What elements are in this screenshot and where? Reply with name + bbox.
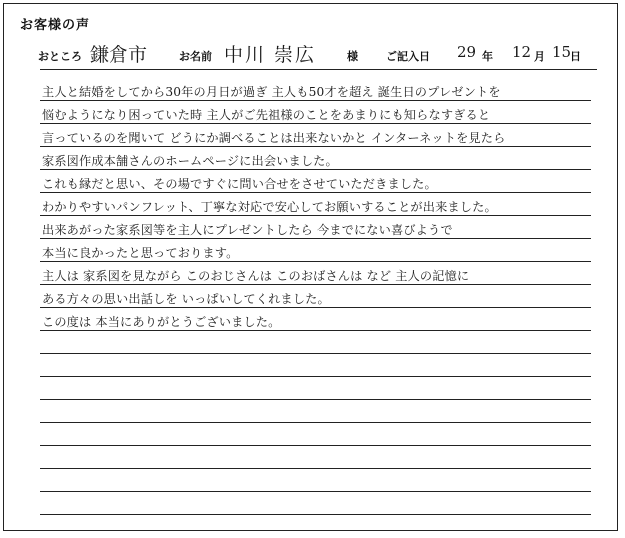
day-unit: 日 <box>570 50 581 63</box>
ruled-line <box>40 376 591 377</box>
handwritten-line: 主人は 家系図を見ながら このおじさんは このおばさんは など 主人の記憶に <box>42 269 470 283</box>
ruled-line <box>40 353 591 354</box>
form-title: お客様の声 <box>20 18 91 33</box>
ruled-line <box>40 468 591 469</box>
name-label: お名前 <box>179 50 212 63</box>
month-unit: 月 <box>534 50 545 63</box>
ruled-line <box>40 123 591 124</box>
ruled-line <box>40 100 591 101</box>
date-month: 12 <box>512 43 532 61</box>
handwritten-line: 出来あがった家系図等を主人にプレゼントしたら 今までにない喜びようで <box>42 223 453 237</box>
address-label: おところ <box>38 50 82 63</box>
ruled-line <box>40 307 591 308</box>
handwritten-line: 本当に良かったと思っております。 <box>42 246 239 260</box>
handwritten-line: 主人と結婚をしてから30年の月日が過ぎ 主人も50才を超え 誕生日のプレゼントを <box>42 85 501 99</box>
ruled-line <box>40 146 591 147</box>
date-day: 15 <box>552 43 572 61</box>
header-rule <box>40 69 597 70</box>
ruled-line <box>40 491 591 492</box>
ruled-line <box>40 238 591 239</box>
ruled-line <box>40 399 591 400</box>
handwritten-line: 言っているのを聞いて どうにか調べることは出来ないかと インターネットを見たら <box>42 131 506 145</box>
handwritten-line: ある方々の思い出話しを いっぱいしてくれました。 <box>42 292 330 306</box>
year-unit: 年 <box>482 50 493 63</box>
ruled-line <box>40 192 591 193</box>
name-value: 中川 崇広 <box>224 44 317 66</box>
form-header <box>4 40 617 70</box>
handwritten-line: 悩むようになり困っていた時 主人がご先祖様のことをあまりにも知らなすぎると <box>42 108 491 122</box>
ruled-line <box>40 514 591 515</box>
handwritten-line: わかりやすいパンフレット、丁寧な対応で安心してお願いすることが出来ました。 <box>42 200 497 214</box>
testimonial-card <box>3 3 618 531</box>
handwritten-line: この度は 本当にありがとうございました。 <box>42 315 281 329</box>
ruled-line <box>40 215 591 216</box>
ruled-line <box>40 261 591 262</box>
ruled-line <box>40 284 591 285</box>
handwritten-line: これも縁だと思い、その場ですぐに問い合せをさせていただきました。 <box>42 177 437 191</box>
handwritten-line: 家系図作成本舗さんのホームページに出会いました。 <box>42 154 338 168</box>
ruled-line <box>40 330 591 331</box>
ruled-line <box>40 422 591 423</box>
honorific: 様 <box>347 50 358 63</box>
date-year: 29 <box>457 43 477 61</box>
ruled-line <box>40 169 591 170</box>
ruled-line <box>40 445 591 446</box>
date-label: ご記入日 <box>386 50 430 63</box>
address-value: 鎌倉市 <box>90 44 148 66</box>
